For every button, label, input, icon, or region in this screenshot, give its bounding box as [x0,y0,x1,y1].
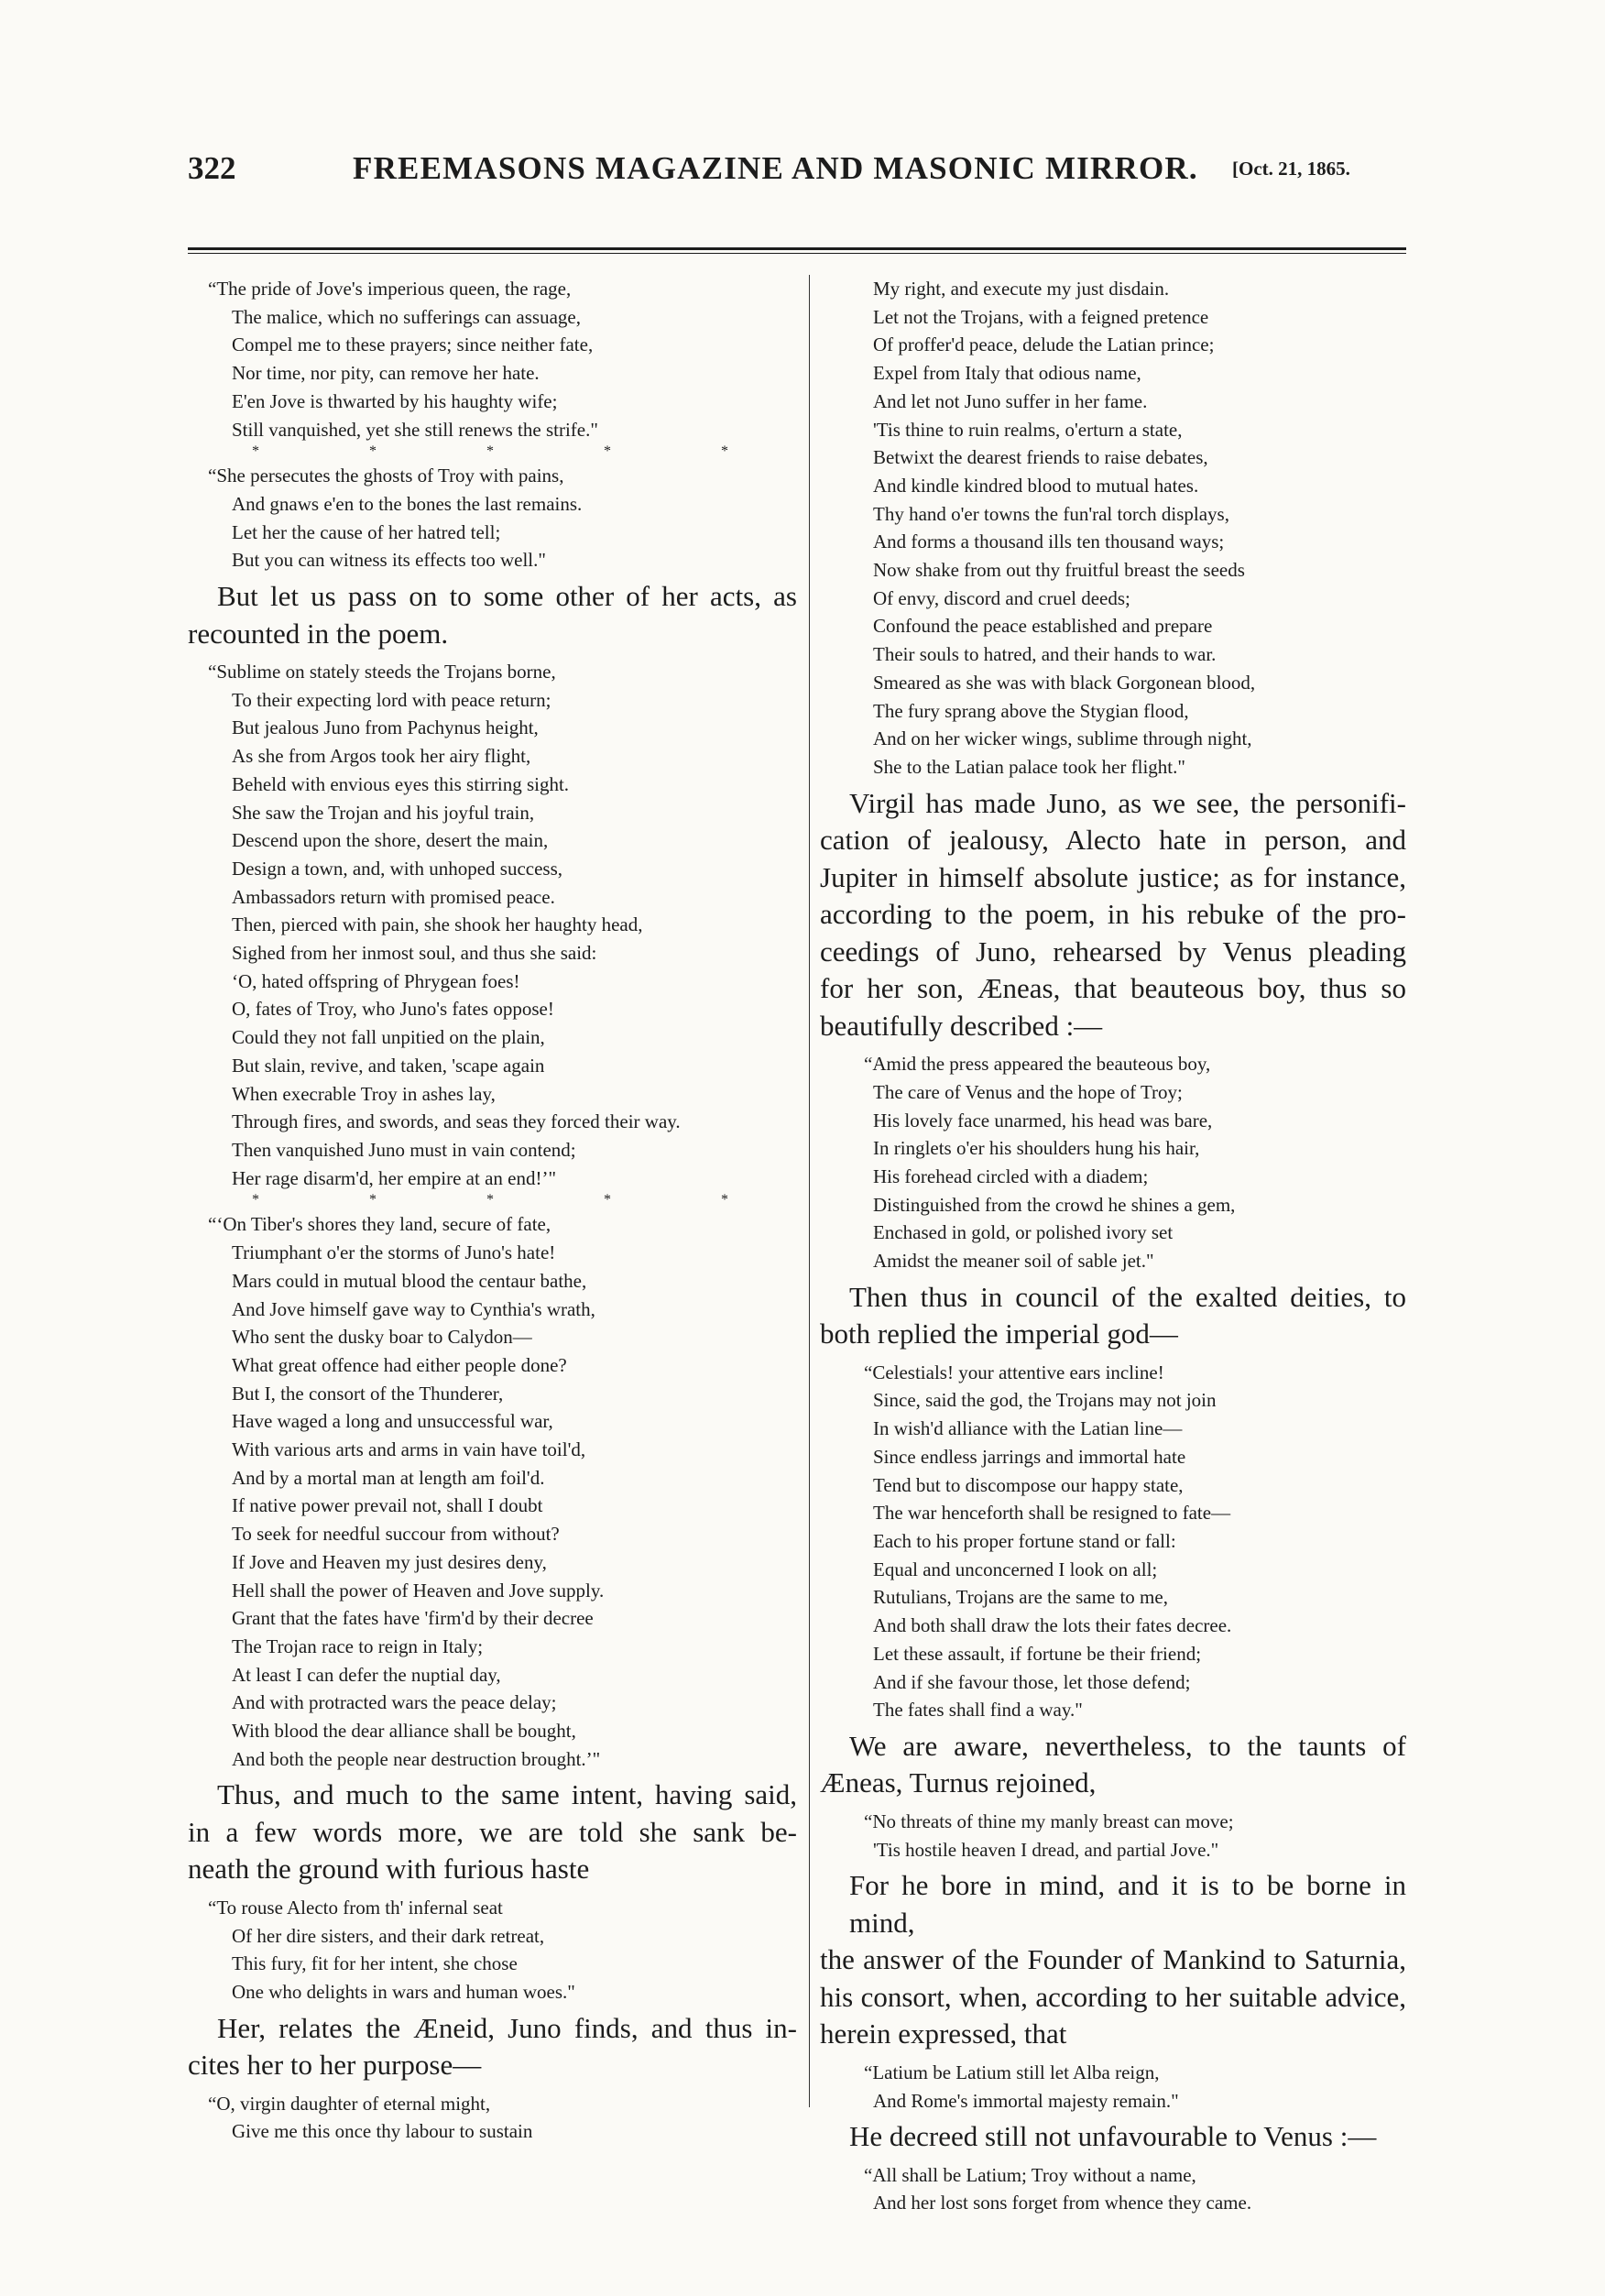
verse-line: “O, virgin daughter of eternal might, [208,2092,491,2115]
magazine-title: FREEMASONS MAGAZINE AND MASONIC MIRROR. [353,150,1198,186]
verse-line: And her lost sons forget from whence they came. [873,2192,1252,2214]
verse-line: And with protracted wars the peace delay; [232,1691,557,1714]
column-divider [809,275,810,2107]
prose-line: herein expressed, that [820,2017,1067,2050]
verse-line: But slain, revive, and taken, 'scape again [232,1054,545,1077]
verse-line: The care of Venus and the hope of Troy; [873,1080,1183,1103]
verse-line: “No threats of thine my manly breast can move; [864,1809,1234,1832]
verse-line: Have waged a long and unsuccessful war, [232,1410,553,1433]
verse-line: But you can witness its effects too well." [232,549,546,572]
verse-line: Beheld with envious eyes this stirring sight. [232,772,570,795]
verse-block [820,2059,1406,2115]
prose-line: neath the ground with furious haste [188,1853,590,1886]
prose-line: Æneas, Turnus rejoined, [820,1766,1097,1799]
verse-line: If Jove and Heaven my just desires deny, [232,1550,547,1573]
verse-line: Each to his proper fortune stand or fall: [873,1530,1176,1552]
verse-block [188,1894,797,2006]
verse-line: Who sent the dusky boar to Calydon— [232,1326,532,1349]
verse-line: And on her wicker wings, sublime through night, [873,727,1252,750]
verse-line: She to the Latian palace took her flight." [873,755,1185,778]
verse-line: “All shall be Latium; Troy without a name, [864,2163,1196,2186]
verse-line: “Amid the press appeared the beauteous boy, [864,1053,1211,1076]
prose-line: Thus, and much to the same intent, having said, [217,1778,797,1811]
verse-line: Then vanquished Juno must in vain contend; [232,1138,576,1161]
verse-line: Design a town, and, with unhoped success, [232,857,563,880]
verse-block [820,2161,1406,2217]
prose-paragraph [188,2010,797,2084]
verse-line: Expel from Italy that odious name, [873,362,1141,385]
stars-separator: * * * * * [252,443,781,460]
verse-line: This fury, fit for her intent, she chose [232,1952,518,1975]
verse-line: Now shake from out thy fruitful breast the seeds [873,559,1245,582]
verse-line: Sighed from her inmost soul, and thus she said: [232,942,597,965]
issue-date: [Oct. 21, 1865. [1232,158,1350,180]
verse-line: Amidst the meaner soil of sable jet." [873,1250,1154,1273]
verse-line: And Jove himself gave way to Cynthia's wrath, [232,1297,595,1320]
verse-line: “The pride of Jove's imperious queen, the rage, [208,278,572,300]
verse-line: Grant that the fates have 'firm'd by their decree [232,1607,594,1630]
verse-block [820,1808,1406,1864]
verse-line: E'en Jove is thwarted by his haughty wife; [232,389,558,412]
verse-line: Of proffer'd peace, delude the Latian prince; [873,333,1215,356]
verse-line: “Latium be Latium still let Alba reign, [864,2061,1160,2083]
verse-line: And if she favour those, let those defend; [873,1670,1191,1693]
verse-line: One who delights in wars and human woes." [232,1981,575,2004]
verse-line: Ambassadors return with promised peace. [232,885,555,908]
prose-line: in a few words more, we are told she sank be- [188,1815,797,1848]
verse-line: But I, the consort of the Thunderer, [232,1382,504,1405]
verse-line: With various arts and arms in vain have toil'd, [232,1438,586,1461]
verse-line: In ringlets o'er his shoulders hung his hair, [873,1137,1200,1160]
verse-line: Let these assault, if fortune be their friend; [873,1642,1202,1665]
verse-line: Let her the cause of her hatred tell; [232,520,501,543]
verse-line: Then, pierced with pain, she shook her haughty head, [232,913,643,936]
verse-line: 'Tis thine to ruin realms, o'erturn a state, [873,418,1183,441]
prose-paragraph [188,1777,797,1888]
prose-line: cation of jealousy, Alecto hate in person, and [820,824,1406,857]
prose-line: ceedings of Juno, rehearsed by Venus pleading [820,935,1406,968]
prose-line: Virgil has made Juno, as we see, the personifi- [849,786,1406,819]
verse-block [188,462,797,574]
header-rule-thick [188,247,1406,250]
verse-line: The fury sprang above the Stygian flood, [873,699,1189,722]
verse-line: What great offence had either people done? [232,1353,567,1376]
prose-line: for her son, Æneas, that beauteous boy, thus so [820,972,1406,1005]
header-rule-thin [188,253,1406,254]
prose-line: recounted in the poem. [188,617,449,650]
verse-line: Through fires, and swords, and seas they forced their way. [232,1110,681,1133]
verse-line: And Rome's immortal majesty remain." [873,2089,1179,2112]
prose-paragraph [820,2118,1406,2156]
prose-line: Then thus in council of the exalted deities, to [849,1280,1406,1313]
verse-block [188,1210,797,1773]
verse-line: ‘O, hated offspring of Phrygean foes! [232,969,520,992]
prose-line: beautifully described :— [820,1009,1103,1042]
verse-line: She saw the Trojan and his joyful train, [232,801,535,824]
prose-line: Her, relates the Æneid, Juno finds, and thus in- [217,2011,797,2044]
verse-line: Nor time, nor pity, can remove her hate. [232,362,540,385]
verse-line: Since, said the god, the Trojans may not join [873,1389,1217,1412]
verse-line: Thy hand o'er towns the fun'ral torch displays, [873,502,1229,525]
prose-line: We are aware, nevertheless, to the taunts of [849,1729,1406,1762]
verse-line: Hell shall the power of Heaven and Jove supply. [232,1579,605,1602]
verse-line: Enchased in gold, or polished ivory set [873,1221,1174,1244]
verse-line: His lovely face unarmed, his head was bare, [873,1109,1213,1132]
verse-line: With blood the dear alliance shall be bought, [232,1720,576,1743]
verse-line: The malice, which no sufferings can assuage, [232,305,581,328]
verse-line: Since endless jarrings and immortal hate [873,1445,1186,1468]
verse-line: And both shall draw the lots their fates decree. [873,1614,1232,1637]
verse-line: Betwixt the dearest friends to raise debates, [873,446,1208,469]
verse-line: The war henceforth shall be resigned to fate— [873,1502,1231,1525]
verse-line: Distinguished from the crowd he shines a gem, [873,1193,1236,1216]
verse-block [820,275,1406,782]
prose-paragraph [188,578,797,652]
verse-line: “‘On Tiber's shores they land, secure of fate, [208,1213,551,1236]
page-header [188,148,1406,194]
prose-paragraph [820,785,1406,1045]
verse-line: Tend but to discompose our happy state, [873,1473,1184,1496]
verse-line: Equal and unconcerned I look on all; [873,1558,1158,1580]
prose-paragraph [820,1728,1406,1802]
verse-line: Smeared as she was with black Gorgonean blood, [873,671,1256,694]
prose-paragraph [820,1279,1406,1353]
verse-line: To their expecting lord with peace return; [232,688,551,711]
verse-block [188,2090,797,2146]
verse-line: O, fates of Troy, who Juno's fates oppose! [232,998,554,1021]
verse-line: In wish'd alliance with the Latian line— [873,1417,1183,1440]
verse-line: As she from Argos took her airy flight, [232,745,531,768]
prose-line: cites her to her purpose— [188,2049,482,2082]
verse-line: Of envy, discord and cruel deeds; [873,586,1130,609]
prose-paragraph [820,1867,1406,2053]
verse-line: To seek for needful succour from without? [232,1523,560,1546]
prose-line: But let us pass on to some other of her acts, as [217,580,797,613]
verse-block [188,275,797,443]
verse-line: “Celestials! your attentive ears incline! [864,1361,1164,1383]
verse-line: And gnaws e'en to the bones the last remains. [232,492,583,515]
verse-line: And both the people near destruction brought.’" [232,1747,601,1770]
verse-line: Mars could in mutual blood the centaur bathe, [232,1269,587,1292]
prose-line: the answer of the Founder of Mankind to Saturnia, [820,1943,1406,1976]
verse-line: Could they not fall unpitied on the plain, [232,1026,545,1049]
stars-separator: * * * * * [252,1192,781,1208]
page-number: 322 [188,150,236,186]
verse-line: The Trojan race to reign in Italy; [232,1635,484,1657]
verse-block [820,1359,1406,1724]
verse-line: Of her dire sisters, and their dark retreat, [232,1924,545,1947]
verse-line: Descend upon the shore, desert the main, [232,829,549,852]
verse-line: But jealous Juno from Pachynus height, [232,716,539,739]
verse-line: “Sublime on stately steeds the Trojans borne, [208,661,556,683]
right-column [820,275,1406,2217]
verse-line: And let not Juno suffer in her fame. [873,389,1148,412]
verse-block [820,1050,1406,1275]
verse-line: Their souls to hatred, and their hands to war. [873,643,1217,666]
prose-line: both replied the imperial god— [820,1317,1178,1350]
verse-line: When execrable Troy in ashes lay, [232,1082,496,1105]
verse-line: Her rage disarm'd, her empire at an end!’" [232,1166,557,1189]
verse-line: And kindle kindred blood to mutual hates. [873,474,1199,497]
verse-line: And by a mortal man at length am foil'd. [232,1466,545,1489]
verse-line: At least I can defer the nuptial day, [232,1663,501,1686]
verse-line: Triumphant o'er the storms of Juno's hate! [232,1241,556,1264]
verse-line: Let not the Trojans, with a feigned pretence [873,305,1209,328]
left-column [188,275,797,2146]
verse-line: Compel me to these prayers; since neither fate, [232,333,594,356]
verse-line: “To rouse Alecto from th' infernal seat [208,1896,503,1919]
prose-line: Jupiter in himself absolute justice; as for instance, [820,860,1406,893]
verse-line: His forehead circled with a diadem; [873,1164,1149,1187]
verse-line: The fates shall find a way." [873,1699,1083,1722]
prose-line: according to the poem, in his rebuke of the pro- [820,898,1406,931]
verse-line: My right, and execute my just disdain. [873,278,1170,300]
verse-line: “She persecutes the ghosts of Troy with pains, [208,465,564,487]
verse-block [188,658,797,1192]
verse-line: And forms a thousand ills ten thousand ways; [873,530,1225,553]
prose-line: For he bore in mind, and it is to be borne in mind, [849,1869,1406,1939]
prose-line: He decreed still not unfavourable to Venus :— [849,2120,1377,2153]
verse-line: Confound the peace established and prepare [873,615,1213,638]
verse-line: Still vanquished, yet she still renews the strife." [232,418,598,441]
verse-line: If native power prevail not, shall I doubt [232,1494,543,1517]
verse-line: Give me this once thy labour to sustain [232,2120,533,2143]
verse-line: 'Tis hostile heaven I dread, and partial Jove." [873,1838,1219,1861]
prose-line: his consort, when, according to her suitable advice, [820,1980,1406,2013]
verse-line: Rutulians, Trojans are the same to me, [873,1586,1168,1609]
